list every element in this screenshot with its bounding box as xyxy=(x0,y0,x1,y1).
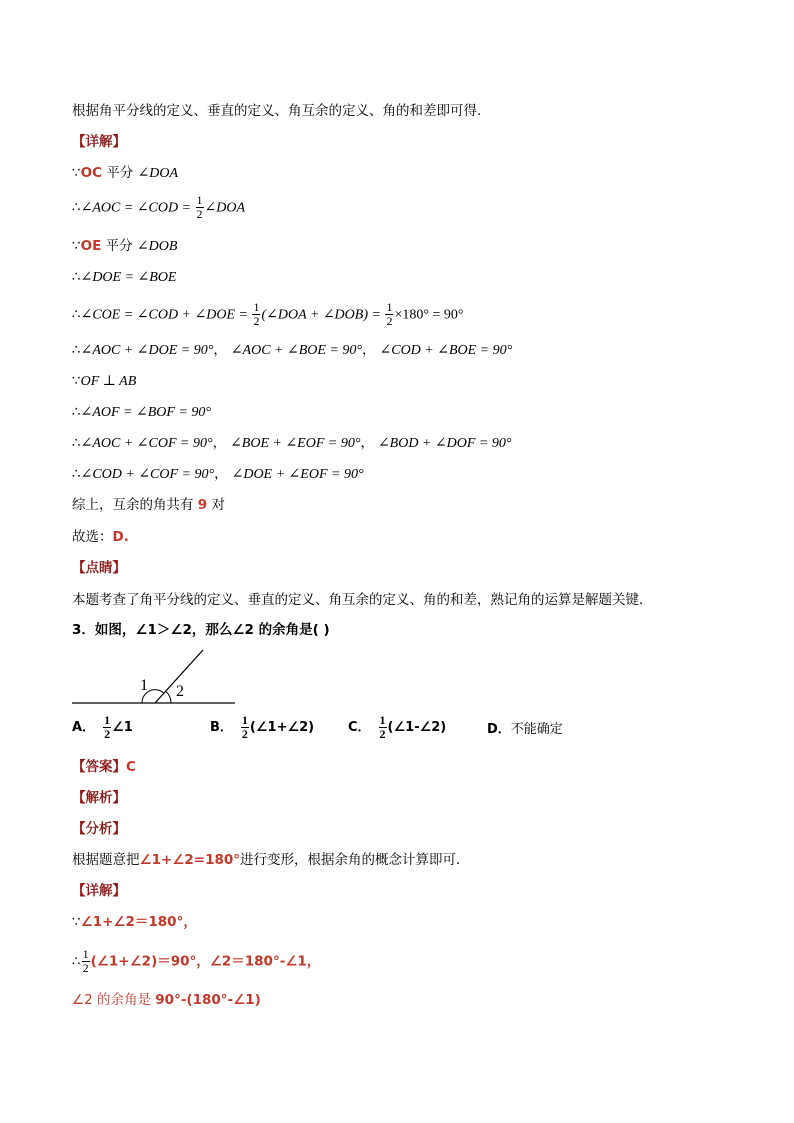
option-c[interactable]: C． $\frac{1}{2}$ (∠1-∠2) xyxy=(348,713,447,741)
answer-line: 【答案】C xyxy=(72,759,136,775)
line-complements-1: ∴∠AOC + ∠DOE = 90°， ∠AOC + ∠BOE = 90°， ∠COD + ∠BOE = 90° xyxy=(72,342,513,358)
question-3-stem: 3．如图，∠1＞∠2，那么∠2 的余角是( ) xyxy=(72,622,330,638)
angle-2-label: 2 xyxy=(176,683,184,700)
line-coe-sum: ∴∠COE = ∠COD + ∠DOE = $\frac{1}{2}$ (∠DOA + ∠DOB) = $\frac{1}{2}$ ×180° = 90° xyxy=(72,300,464,328)
angle-figure xyxy=(70,646,240,708)
q3-detail-heading: 【详解】 xyxy=(72,883,126,899)
fraction: $\frac{1}{2}$ xyxy=(196,193,203,221)
fraction: $\frac{1}{2}$ xyxy=(386,300,393,328)
q3-line-2: ∴ $\frac{1}{2}$ (∠1+∠2)＝90°，∠2＝180°-∠1， xyxy=(72,947,321,975)
detail-heading: 【详解】 xyxy=(72,134,126,150)
analysis-heading: 【分析】 xyxy=(72,821,126,837)
fraction: $\frac{1}{2}$ xyxy=(82,947,89,975)
analysis-text: 根据角平分线的定义、垂直的定义、角互余的定义、角的和差即可得. xyxy=(72,103,482,119)
comment-heading: 【点睛】 xyxy=(72,560,126,576)
line-aof-equals: ∴∠AOF = ∠BOF = 90° xyxy=(72,404,211,420)
line-of-perpendicular: ∵OF ⊥ AB xyxy=(72,373,137,389)
comment-text: 本题考查了角平分线的定义、垂直的定义、角互余的定义、角的和差，熟记角的运算是解题关键． xyxy=(72,592,653,608)
line-aoc-equals: ∴∠AOC = ∠COD = $\frac{1}{2}$ ∠DOA xyxy=(72,193,246,221)
q3-line-3: ∠2 的余角是 90°-(180°-∠1) xyxy=(72,992,261,1008)
line-complements-3: ∴∠COD + ∠COF = 90°， ∠DOE + ∠EOF = 90° xyxy=(72,466,364,482)
summary-line: 综上，互余的角共有 9 对 xyxy=(72,497,225,513)
parse-heading: 【解析】 xyxy=(72,790,126,806)
option-b[interactable]: B． $\frac{1}{2}$ (∠1+∠2) xyxy=(210,713,315,741)
choice-line: 故选：D. xyxy=(72,529,129,545)
angle-1-label: 1 xyxy=(140,677,148,694)
line-doe-equals: ∴∠DOE = ∠BOE xyxy=(72,269,177,285)
q3-line-1: ∵∠1+∠2＝180°， xyxy=(72,914,197,930)
fraction: $\frac{1}{2}$ xyxy=(253,300,260,328)
q3-analysis-text: 根据题意把∠1+∠2=180°进行变形，根据余角的概念计算即可． xyxy=(72,852,470,868)
option-d[interactable]: D．不能确定 xyxy=(487,722,563,737)
line-oc-bisects: ∵OC 平分 ∠DOA xyxy=(72,165,179,181)
option-a[interactable]: A． $\frac{1}{2}$ ∠1 xyxy=(72,713,133,741)
line-oe-bisects: ∵OE 平分 ∠DOB xyxy=(72,238,178,254)
line-complements-2: ∴∠AOC + ∠COF = 90°， ∠BOE + ∠EOF = 90°， ∠BOD + ∠DOF = 90° xyxy=(72,435,512,451)
